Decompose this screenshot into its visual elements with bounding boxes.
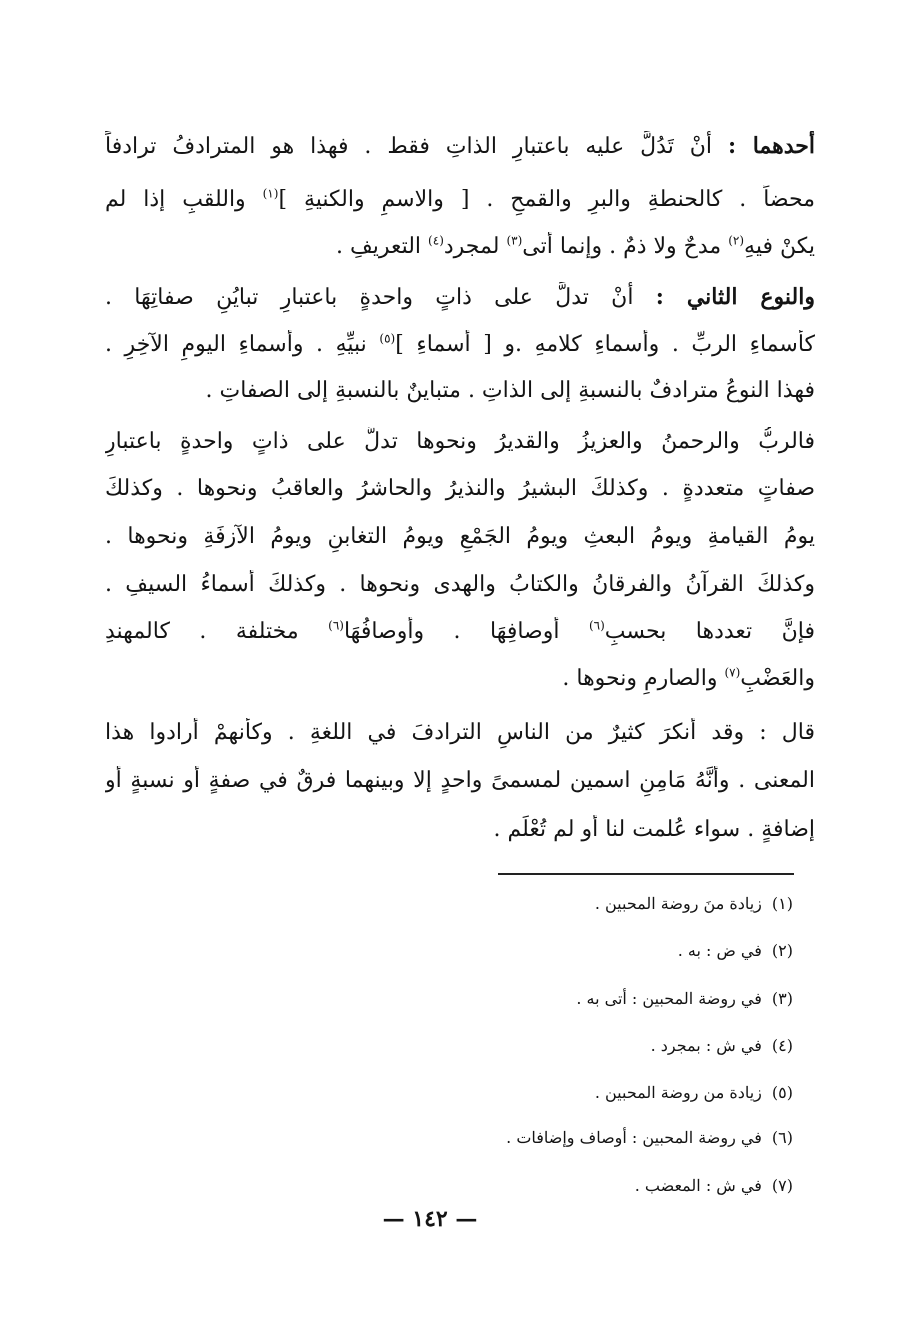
page-number: — ١٤٢ — [382, 1206, 478, 1232]
footnote-text: في روضة المحبين : أتى به . [576, 989, 762, 1008]
footnote-number: (٦) [771, 1128, 793, 1147]
line-lead: والنوع الثاني : [655, 284, 815, 310]
line-text: والعَضْبِ [740, 666, 815, 691]
line-text: واللقبِ إذا لم [105, 187, 263, 212]
text-line-11 [105, 617, 815, 651]
text-line-8 [105, 474, 815, 508]
footnote-ref: (٥) [379, 331, 396, 346]
footnote-6 [313, 1127, 793, 1149]
line-text: مدحٌ ولا ذمٌ . وإنما أتى [522, 234, 729, 259]
footnote-4 [313, 1035, 793, 1057]
text-line-6 [105, 376, 815, 410]
text-line-12 [105, 664, 815, 698]
footnote-number: (٧) [771, 1176, 793, 1195]
text-line-14 [105, 766, 815, 800]
footnote-text: في روضة المحبين : أوصاف وإضافات . [506, 1128, 762, 1147]
text-line-10 [105, 570, 815, 604]
text-line-3 [105, 232, 815, 266]
footnote-number: (١) [771, 894, 793, 913]
footnote-text: في ض : به . [677, 941, 762, 960]
line-text: فإنَّ تعددها بحسبِ [604, 619, 815, 644]
line-text: والصارمِ ونحوها . [562, 666, 725, 691]
text-line-1 [105, 131, 815, 165]
text-line-2 [105, 185, 815, 219]
footnote-ref: (٣) [506, 233, 523, 248]
line-text: إضافةٍ . سواء عُلمت لنا أو لم تُعْلَم . [493, 817, 815, 842]
text-line-5 [105, 330, 815, 364]
line-text: أنْ تدلَّ على ذاتٍ واحدةٍ باعتبارِ تبايُنِ صفاتِهَا . [105, 285, 634, 310]
line-text: أنْ تَدُلَّ عليه باعتبارِ الذاتِ فقط . فهذا هو المترادفُ ترادفاً [105, 134, 713, 159]
footnote-text: زيادة من روضة المحبين . [594, 1083, 762, 1102]
footnote-2 [313, 940, 793, 962]
footnote-ref: (٦) [328, 618, 344, 633]
footnote-number: (٤) [771, 1036, 793, 1055]
line-text: وكذلكَ القرآنُ والفرقانُ والكتابُ والهدى ونحوها . وكذلكَ أسماءُ السيفِ . [105, 572, 815, 597]
footnote-text: في ش : بمجرد . [650, 1036, 762, 1055]
footnote-number: (٢) [771, 941, 793, 960]
text-line-7 [105, 427, 815, 461]
footnote-7 [313, 1175, 793, 1197]
footnote-ref: (٧) [724, 665, 741, 680]
line-text: نبيِّهِ . وأسماءِ اليومِ الآخِرِ . [105, 332, 380, 357]
footnote-ref: (٦) [588, 618, 605, 633]
footnote-separator [498, 873, 794, 875]
footnote-number: (٥) [771, 1083, 793, 1102]
line-text: التعريفِ . [335, 234, 429, 259]
line-text: يكنْ فيهِ [744, 234, 815, 259]
line-text: مختلفة . كالمهندِ [105, 619, 329, 644]
line-text: لمجرد [443, 234, 507, 259]
line-text: أوصافِهَا . وأوصافُهَا [343, 619, 589, 644]
footnote-text: زيادة منَ روضة المحبين . [594, 894, 762, 913]
text-line-9 [105, 522, 815, 556]
text-line-4 [105, 282, 815, 316]
line-text: فالربُّ والرحمنُ والعزيزُ والقديرُ ونحوها تدلُّ على ذاتٍ واحدةٍ باعتبارِ [105, 429, 815, 454]
line-text: صفاتٍ متعددةٍ . وكذلكَ البشيرُ والنذيرُ والحاشرُ والعاقبُ ونحوها . وكذلكَ [105, 476, 815, 501]
line-text: يومُ القيامةِ ويومُ البعثِ ويومُ الجَمْعِ ويومُ التغابنِ ويومُ الآزفَةِ ونحوها . [105, 524, 815, 549]
text-line-13 [105, 718, 815, 752]
footnote-number: (٣) [771, 989, 793, 1008]
footnote-ref: (٢) [728, 233, 745, 248]
line-text: فهذا النوعُ مترادفٌ بالنسبةِ إلى الذاتِ . متباينٌ بالنسبةِ إلى الصفاتِ . [205, 378, 815, 403]
footnote-3 [313, 988, 793, 1010]
footnote-ref: (٤) [428, 233, 444, 248]
line-text: محضاً . كالحنطةِ والبرِ والقمحِ . [ والاسمِ والكنيةِ ] [278, 187, 815, 212]
footnote-1 [313, 893, 793, 915]
line-text: قال : وقد أنكرَ كثيرٌ من الناسِ الترادفَ في اللغةِ . وكأنهمْ أرادوا هذا [105, 720, 815, 745]
footnote-ref: (١) [262, 186, 279, 201]
footnote-5 [313, 1082, 793, 1104]
text-line-15 [105, 815, 815, 849]
line-lead: أحدهما : [727, 133, 815, 159]
line-text: المعنى . وأنَّهُ مَامِنِ اسمين لمسمىً واحدٍ إلا وبينهما فرقٌ في صفةٍ أو نسبةٍ أو [105, 768, 815, 793]
footnote-text: في ش : المعضب . [634, 1176, 762, 1195]
line-text: كأسماءِ الربِّ . وأسماءِ كلامهِ .و [ أسماءِ ] [395, 332, 815, 357]
